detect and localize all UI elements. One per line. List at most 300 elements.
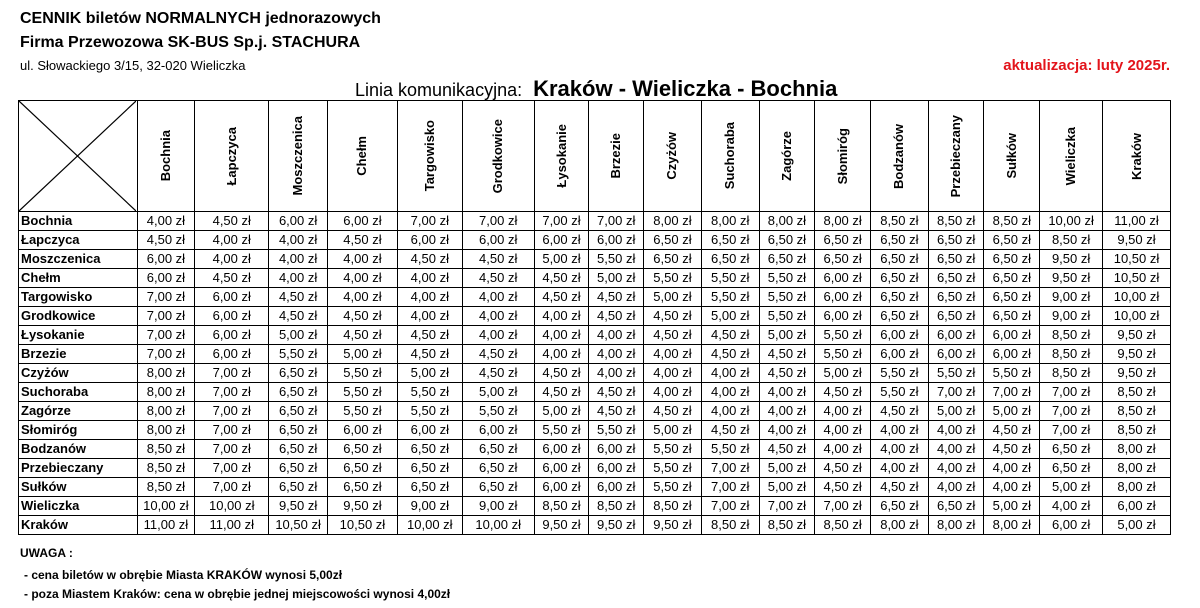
fare-cell: 11,00 zł xyxy=(1103,212,1171,231)
fare-cell: 6,50 zł xyxy=(871,307,929,326)
column-header-label: Moszczenica xyxy=(290,116,306,196)
fare-cell: 6,00 zł xyxy=(815,269,871,288)
fare-cell: 6,00 zł xyxy=(327,212,397,231)
fare-cell: 6,50 zł xyxy=(928,497,984,516)
fare-cell: 4,50 zł xyxy=(534,288,589,307)
fare-cell: 7,00 zł xyxy=(984,383,1040,402)
column-header xyxy=(701,101,759,212)
fare-cell: 8,00 zł xyxy=(984,516,1040,535)
fare-cell: 7,00 zł xyxy=(815,497,871,516)
table-row xyxy=(19,440,1171,459)
column-header xyxy=(871,101,929,212)
fare-cell: 4,00 zł xyxy=(1040,497,1103,516)
fare-cell: 5,00 zł xyxy=(534,402,589,421)
fare-cell: 7,00 zł xyxy=(195,440,269,459)
table-row xyxy=(19,326,1171,345)
fare-cell: 4,00 zł xyxy=(589,345,644,364)
fare-cell: 6,00 zł xyxy=(534,478,589,497)
fare-cell: 6,50 zł xyxy=(759,250,815,269)
row-header: Grodkowice xyxy=(19,307,138,326)
fare-cell: 4,00 zł xyxy=(589,326,644,345)
table-row xyxy=(19,231,1171,250)
fare-cell: 8,50 zł xyxy=(137,478,195,497)
fare-cell: 4,50 zł xyxy=(534,364,589,383)
fare-cell: 5,50 zł xyxy=(269,345,328,364)
fare-cell: 9,50 zł xyxy=(1103,231,1171,250)
fare-cell: 4,00 zł xyxy=(701,364,759,383)
column-header xyxy=(1040,101,1103,212)
company-name: Firma Przewozowa SK-BUS Sp.j. STACHURA xyxy=(20,34,361,51)
fare-cell: 9,00 zł xyxy=(1040,288,1103,307)
fare-cell: 7,00 zł xyxy=(195,478,269,497)
fare-cell: 5,00 zł xyxy=(815,364,871,383)
column-header xyxy=(815,101,871,212)
fare-cell: 8,50 zł xyxy=(589,497,644,516)
fare-cell: 8,50 zł xyxy=(815,516,871,535)
fare-cell: 4,00 zł xyxy=(759,421,815,440)
fare-cell: 4,50 zł xyxy=(589,402,644,421)
fare-cell: 4,50 zł xyxy=(534,383,589,402)
fare-cell: 4,50 zł xyxy=(815,383,871,402)
fare-cell: 6,00 zł xyxy=(327,421,397,440)
fare-cell: 6,50 zł xyxy=(871,250,929,269)
fare-cell: 7,00 zł xyxy=(462,212,534,231)
fare-cell: 5,00 zł xyxy=(644,421,702,440)
fare-cell: 4,50 zł xyxy=(759,440,815,459)
fare-cell: 8,50 zł xyxy=(1103,383,1171,402)
column-header xyxy=(195,101,269,212)
column-header-label: Kraków xyxy=(1128,132,1144,180)
fare-cell: 6,50 zł xyxy=(984,288,1040,307)
fare-cell: 7,00 zł xyxy=(701,497,759,516)
fare-cell: 5,50 zł xyxy=(644,459,702,478)
fare-cell: 5,50 zł xyxy=(815,326,871,345)
fare-cell: 6,00 zł xyxy=(534,459,589,478)
fare-cell: 6,50 zł xyxy=(759,231,815,250)
fare-cell: 6,00 zł xyxy=(462,421,534,440)
route-heading xyxy=(355,76,837,102)
fare-cell: 6,00 zł xyxy=(928,345,984,364)
table-row xyxy=(19,288,1171,307)
notes xyxy=(20,546,450,606)
fare-cell: 8,00 zł xyxy=(759,212,815,231)
fare-cell: 6,00 zł xyxy=(397,421,462,440)
fare-cell: 4,50 zł xyxy=(195,269,269,288)
fare-cell: 4,00 zł xyxy=(928,459,984,478)
fare-cell: 4,00 zł xyxy=(928,478,984,497)
fare-cell: 4,00 zł xyxy=(984,459,1040,478)
fare-cell: 6,00 zł xyxy=(195,288,269,307)
fare-table xyxy=(18,100,1171,535)
fare-cell: 10,50 zł xyxy=(1103,269,1171,288)
fare-cell: 4,50 zł xyxy=(327,307,397,326)
fare-cell: 4,00 zł xyxy=(269,231,328,250)
fare-cell: 4,50 zł xyxy=(462,364,534,383)
table-row xyxy=(19,497,1171,516)
fare-cell: 4,00 zł xyxy=(759,383,815,402)
fare-cell: 7,00 zł xyxy=(701,459,759,478)
fare-cell: 6,00 zł xyxy=(1040,516,1103,535)
column-header-label: Chełm xyxy=(354,136,370,176)
fare-cell: 11,00 zł xyxy=(137,516,195,535)
row-header: Czyżów xyxy=(19,364,138,383)
column-header xyxy=(1103,101,1171,212)
fare-cell: 5,00 zł xyxy=(984,497,1040,516)
column-header xyxy=(137,101,195,212)
column-header-label: Przebieczany xyxy=(948,114,964,198)
fare-cell: 6,50 zł xyxy=(462,478,534,497)
fare-cell: 5,50 zł xyxy=(327,383,397,402)
fare-cell: 6,50 zł xyxy=(984,307,1040,326)
fare-cell: 8,50 zł xyxy=(1103,421,1171,440)
fare-cell: 9,00 zł xyxy=(462,497,534,516)
fare-cell: 6,50 zł xyxy=(462,459,534,478)
fare-body xyxy=(19,212,1171,535)
fare-cell: 8,50 zł xyxy=(1040,345,1103,364)
fare-cell: 5,00 zł xyxy=(759,459,815,478)
column-header xyxy=(759,101,815,212)
fare-cell: 6,00 zł xyxy=(534,440,589,459)
fare-cell: 9,50 zł xyxy=(534,516,589,535)
column-header xyxy=(589,101,644,212)
fare-cell: 5,50 zł xyxy=(644,440,702,459)
fare-cell: 4,00 zł xyxy=(397,288,462,307)
fare-cell: 4,50 zł xyxy=(534,269,589,288)
fare-cell: 8,00 zł xyxy=(1103,459,1171,478)
fare-cell: 7,00 zł xyxy=(137,288,195,307)
fare-cell: 4,00 zł xyxy=(644,345,702,364)
fare-cell: 5,00 zł xyxy=(1103,516,1171,535)
row-header: Łysokanie xyxy=(19,326,138,345)
fare-cell: 7,00 zł xyxy=(1040,383,1103,402)
fare-cell: 4,00 zł xyxy=(589,364,644,383)
fare-cell: 4,00 zł xyxy=(534,307,589,326)
fare-cell: 6,50 zł xyxy=(928,288,984,307)
table-row xyxy=(19,364,1171,383)
fare-cell: 4,00 zł xyxy=(871,459,929,478)
fare-cell: 9,50 zł xyxy=(1040,269,1103,288)
fare-cell: 9,50 zł xyxy=(269,497,328,516)
fare-cell: 6,00 zł xyxy=(928,326,984,345)
fare-cell: 6,00 zł xyxy=(815,307,871,326)
fare-cell: 4,50 zł xyxy=(871,402,929,421)
table-row xyxy=(19,516,1171,535)
fare-cell: 8,00 zł xyxy=(137,402,195,421)
fare-cell: 6,50 zł xyxy=(1040,440,1103,459)
fare-cell: 9,00 zł xyxy=(1040,307,1103,326)
fare-cell: 8,00 zł xyxy=(137,383,195,402)
row-header: Targowisko xyxy=(19,288,138,307)
fare-cell: 4,00 zł xyxy=(397,269,462,288)
fare-cell: 8,00 zł xyxy=(871,516,929,535)
fare-cell: 5,50 zł xyxy=(327,402,397,421)
column-header-label: Łapczyca xyxy=(223,126,239,186)
fare-cell: 8,50 zł xyxy=(928,212,984,231)
fare-cell: 4,50 zł xyxy=(397,345,462,364)
fare-cell: 4,00 zł xyxy=(701,402,759,421)
fare-cell: 4,00 zł xyxy=(462,288,534,307)
column-header-label: Bochnia xyxy=(157,130,173,182)
fare-cell: 4,50 zł xyxy=(195,212,269,231)
fare-cell: 6,00 zł xyxy=(871,345,929,364)
fare-cell: 6,50 zł xyxy=(269,421,328,440)
fare-cell: 4,00 zł xyxy=(327,288,397,307)
fare-cell: 7,00 zł xyxy=(137,326,195,345)
row-header: Łapczyca xyxy=(19,231,138,250)
fare-cell: 6,50 zł xyxy=(462,440,534,459)
fare-cell: 4,00 zł xyxy=(815,402,871,421)
fare-cell: 5,00 zł xyxy=(269,326,328,345)
fare-cell: 6,50 zł xyxy=(397,459,462,478)
fare-cell: 4,00 zł xyxy=(644,383,702,402)
fare-cell: 5,50 zł xyxy=(327,364,397,383)
fare-cell: 6,00 zł xyxy=(984,326,1040,345)
fare-cell: 5,50 zł xyxy=(534,421,589,440)
fare-cell: 6,50 zł xyxy=(269,440,328,459)
row-header: Przebieczany xyxy=(19,459,138,478)
fare-cell: 4,50 zł xyxy=(397,326,462,345)
fare-cell: 6,00 zł xyxy=(462,231,534,250)
fare-cell: 6,00 zł xyxy=(534,231,589,250)
column-header xyxy=(644,101,702,212)
column-header-label: Suchoraba xyxy=(722,122,738,190)
column-header xyxy=(397,101,462,212)
fare-cell: 8,50 zł xyxy=(1040,326,1103,345)
fare-cell: 8,50 zł xyxy=(701,516,759,535)
row-header: Suchoraba xyxy=(19,383,138,402)
row-header: Moszczenica xyxy=(19,250,138,269)
fare-cell: 4,50 zł xyxy=(871,478,929,497)
row-header: Bochnia xyxy=(19,212,138,231)
fare-cell: 4,50 zł xyxy=(269,307,328,326)
fare-cell: 5,00 zł xyxy=(701,307,759,326)
row-header: Wieliczka xyxy=(19,497,138,516)
fare-cell: 4,50 zł xyxy=(644,326,702,345)
fare-cell: 6,50 zł xyxy=(269,364,328,383)
fare-cell: 4,50 zł xyxy=(815,478,871,497)
fare-cell: 7,00 zł xyxy=(928,383,984,402)
fare-cell: 4,50 zł xyxy=(984,440,1040,459)
fare-cell: 5,00 zł xyxy=(462,383,534,402)
fare-cell: 4,50 zł xyxy=(701,421,759,440)
fare-cell: 8,50 zł xyxy=(1040,231,1103,250)
fare-cell: 6,00 zł xyxy=(589,231,644,250)
fare-cell: 5,50 zł xyxy=(759,288,815,307)
fare-cell: 7,00 zł xyxy=(195,383,269,402)
fare-cell: 6,50 zł xyxy=(871,497,929,516)
column-header-label: Sułków xyxy=(1003,133,1019,179)
column-header xyxy=(462,101,534,212)
fare-cell: 6,00 zł xyxy=(871,326,929,345)
fare-cell: 5,00 zł xyxy=(534,250,589,269)
fare-cell: 7,00 zł xyxy=(1040,421,1103,440)
fare-cell: 8,00 zł xyxy=(137,364,195,383)
row-header: Brzezie xyxy=(19,345,138,364)
corner-cross xyxy=(19,101,138,212)
table-row xyxy=(19,459,1171,478)
fare-cell: 5,50 zł xyxy=(701,269,759,288)
fare-cell: 7,00 zł xyxy=(534,212,589,231)
fare-cell: 6,00 zł xyxy=(137,269,195,288)
fare-cell: 4,00 zł xyxy=(928,421,984,440)
column-header xyxy=(928,101,984,212)
row-header: Bodzanów xyxy=(19,440,138,459)
fare-cell: 6,00 zł xyxy=(1103,497,1171,516)
fare-cell: 8,00 zł xyxy=(1103,440,1171,459)
row-header: Słomiróg xyxy=(19,421,138,440)
fare-cell: 5,50 zł xyxy=(397,402,462,421)
fare-cell: 4,00 zł xyxy=(701,383,759,402)
table-row xyxy=(19,212,1171,231)
fare-cell: 8,00 zł xyxy=(928,516,984,535)
route-label: Linia komunikacyjna: xyxy=(355,80,523,100)
fare-cell: 6,00 zł xyxy=(269,212,328,231)
fare-cell: 4,00 zł xyxy=(269,269,328,288)
table-row xyxy=(19,345,1171,364)
fare-cell: 4,00 zł xyxy=(871,421,929,440)
fare-cell: 4,00 zł xyxy=(644,364,702,383)
fare-cell: 6,00 zł xyxy=(137,250,195,269)
fare-cell: 5,50 zł xyxy=(397,383,462,402)
fare-cell: 4,50 zł xyxy=(984,421,1040,440)
fare-cell: 6,00 zł xyxy=(589,478,644,497)
column-header-label: Wieliczka xyxy=(1063,126,1079,186)
table-row xyxy=(19,250,1171,269)
fare-cell: 5,00 zł xyxy=(397,364,462,383)
fare-cell: 4,50 zł xyxy=(269,288,328,307)
fare-cell: 6,50 zł xyxy=(815,250,871,269)
fare-cell: 6,50 zł xyxy=(984,250,1040,269)
fare-cell: 4,00 zł xyxy=(195,231,269,250)
column-header-label: Targowisko xyxy=(421,120,437,192)
fare-cell: 6,50 zł xyxy=(397,478,462,497)
fare-cell: 5,00 zł xyxy=(928,402,984,421)
row-header: Kraków xyxy=(19,516,138,535)
column-header xyxy=(327,101,397,212)
fare-cell: 7,00 zł xyxy=(397,212,462,231)
fare-cell: 7,00 zł xyxy=(195,421,269,440)
table-row xyxy=(19,307,1171,326)
fare-cell: 4,00 zł xyxy=(984,478,1040,497)
fare-cell: 4,50 zł xyxy=(327,231,397,250)
fare-cell: 5,00 zł xyxy=(759,326,815,345)
route-name: Kraków - Wieliczka - Bochnia xyxy=(533,76,838,101)
fare-cell: 6,00 zł xyxy=(589,440,644,459)
column-header-label: Słomiróg xyxy=(834,127,850,185)
fare-cell: 8,50 zł xyxy=(137,459,195,478)
fare-cell: 4,00 zł xyxy=(815,440,871,459)
fare-cell: 8,50 zł xyxy=(984,212,1040,231)
fare-cell: 9,50 zł xyxy=(1103,364,1171,383)
fare-cell: 6,00 zł xyxy=(397,231,462,250)
fare-cell: 6,50 zł xyxy=(928,231,984,250)
fare-cell: 4,00 zł xyxy=(462,307,534,326)
column-header xyxy=(269,101,328,212)
fare-cell: 4,50 zł xyxy=(397,250,462,269)
fare-cell: 10,00 zł xyxy=(1103,307,1171,326)
fare-cell: 6,50 zł xyxy=(397,440,462,459)
fare-cell: 6,50 zł xyxy=(644,250,702,269)
column-header-label: Brzezie xyxy=(608,133,624,179)
fare-cell: 5,50 zł xyxy=(644,478,702,497)
fare-cell: 7,00 zł xyxy=(195,459,269,478)
fare-cell: 10,00 zł xyxy=(462,516,534,535)
header-row xyxy=(19,101,1171,212)
fare-cell: 4,50 zł xyxy=(462,250,534,269)
fare-cell: 6,50 zł xyxy=(871,231,929,250)
fare-cell: 5,50 zł xyxy=(871,383,929,402)
fare-cell: 4,50 zł xyxy=(701,345,759,364)
fare-cell: 8,00 zł xyxy=(701,212,759,231)
fare-cell: 5,50 zł xyxy=(644,269,702,288)
fare-cell: 5,00 zł xyxy=(984,402,1040,421)
fare-cell: 7,00 zł xyxy=(759,497,815,516)
fare-cell: 4,00 zł xyxy=(534,326,589,345)
fare-cell: 6,50 zł xyxy=(327,478,397,497)
fare-cell: 4,50 zł xyxy=(589,288,644,307)
fare-cell: 8,50 zł xyxy=(1040,364,1103,383)
fare-cell: 9,50 zł xyxy=(589,516,644,535)
fare-cell: 5,50 zł xyxy=(589,421,644,440)
fare-cell: 4,50 zł xyxy=(137,231,195,250)
fare-cell: 6,50 zł xyxy=(871,288,929,307)
fare-cell: 6,50 zł xyxy=(984,269,1040,288)
fare-cell: 6,50 zł xyxy=(269,402,328,421)
table-row xyxy=(19,478,1171,497)
fare-cell: 4,50 zł xyxy=(589,383,644,402)
cross-icon xyxy=(19,101,136,211)
fare-cell: 4,00 zł xyxy=(269,250,328,269)
fare-cell: 8,50 zł xyxy=(871,212,929,231)
fare-cell: 8,00 zł xyxy=(644,212,702,231)
column-header-label: Grodkowice xyxy=(490,118,506,194)
fare-cell: 5,50 zł xyxy=(759,269,815,288)
fare-cell: 6,50 zł xyxy=(928,269,984,288)
fare-cell: 4,00 zł xyxy=(759,402,815,421)
fare-cell: 6,50 zł xyxy=(984,231,1040,250)
fare-cell: 5,50 zł xyxy=(589,250,644,269)
fare-cell: 8,00 zł xyxy=(1103,478,1171,497)
fare-cell: 9,50 zł xyxy=(327,497,397,516)
fare-cell: 4,00 zł xyxy=(871,440,929,459)
fare-cell: 5,00 zł xyxy=(1040,478,1103,497)
fare-cell: 9,00 zł xyxy=(397,497,462,516)
fare-cell: 5,50 zł xyxy=(928,364,984,383)
fare-cell: 7,00 zł xyxy=(195,364,269,383)
column-header-label: Bodzanów xyxy=(891,123,907,189)
column-header xyxy=(984,101,1040,212)
note-item: - poza Miastem Kraków: cena w obrębie jednej miejscowości wynosi 4,00zł xyxy=(24,587,451,601)
table-row xyxy=(19,383,1171,402)
fare-cell: 5,50 zł xyxy=(701,288,759,307)
fare-cell: 6,00 zł xyxy=(195,326,269,345)
column-header-label: Łysokanie xyxy=(553,124,569,188)
column-header xyxy=(534,101,589,212)
fare-cell: 5,50 zł xyxy=(815,345,871,364)
fare-cell: 10,50 zł xyxy=(327,516,397,535)
fare-cell: 8,50 zł xyxy=(534,497,589,516)
fare-cell: 6,00 zł xyxy=(984,345,1040,364)
fare-cell: 5,50 zł xyxy=(871,364,929,383)
fare-cell: 6,50 zł xyxy=(701,231,759,250)
fare-cell: 10,00 zł xyxy=(1040,212,1103,231)
fare-cell: 8,50 zł xyxy=(759,516,815,535)
fare-cell: 8,00 zł xyxy=(815,212,871,231)
fare-cell: 5,50 zł xyxy=(462,402,534,421)
fare-cell: 5,50 zł xyxy=(701,440,759,459)
fare-cell: 4,00 zł xyxy=(137,212,195,231)
fare-cell: 7,00 zł xyxy=(1040,402,1103,421)
